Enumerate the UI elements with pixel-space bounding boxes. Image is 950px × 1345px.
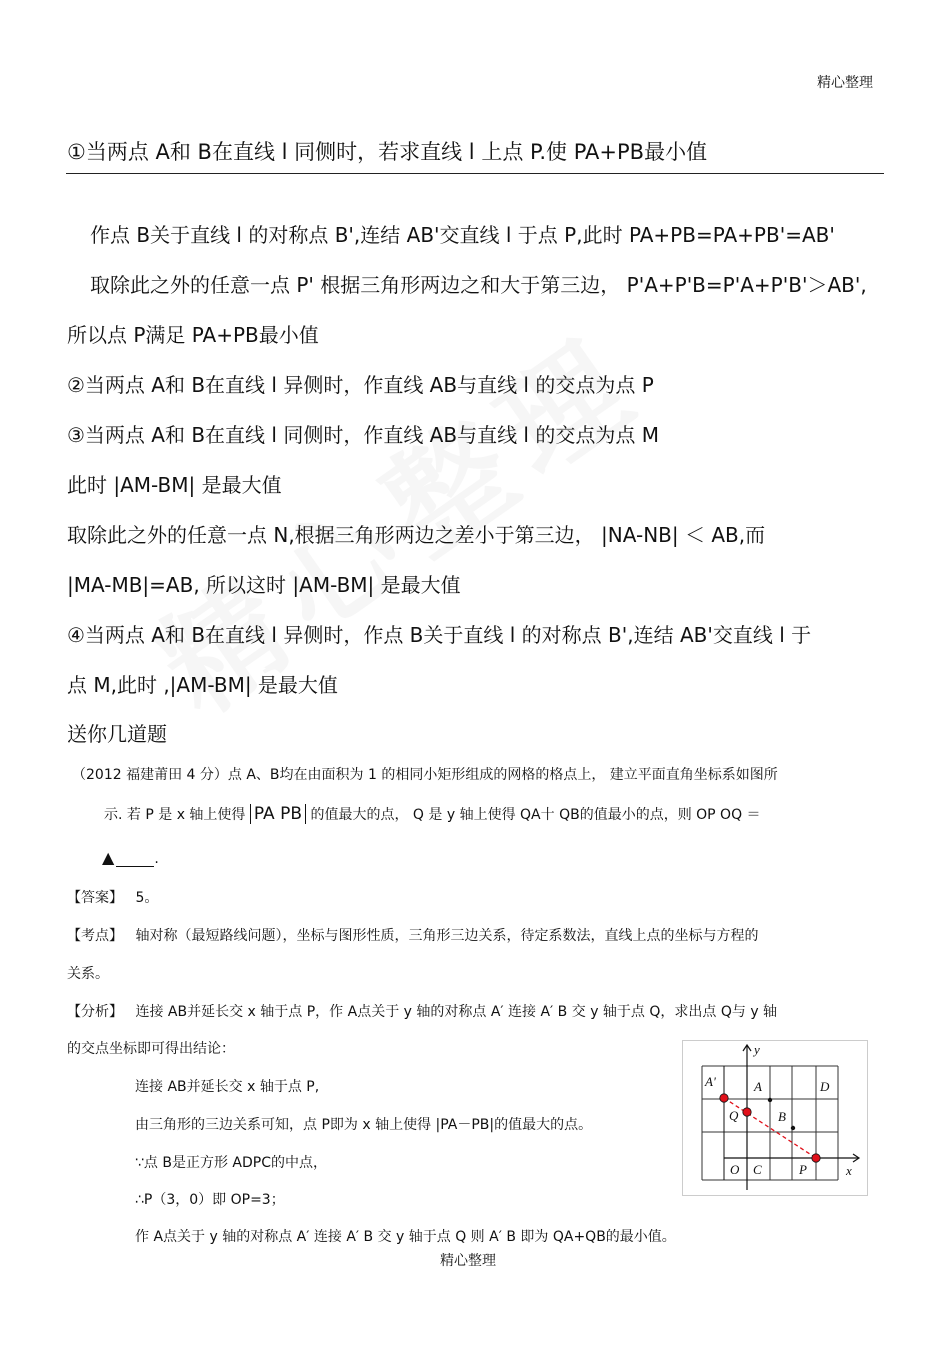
label-y: y (754, 1042, 760, 1057)
answer-blank (102, 848, 159, 867)
page-header: 精心整理 (817, 75, 873, 91)
case1-paragraph-3: 所以点 P满足 PA+PB最小值 (67, 323, 319, 347)
kaodian-text: 轴对称（最短路线问题），坐标与图形性质，三角形三边关系，待定系数法，直线上点的坐标与方程的 (135, 928, 759, 944)
case1-title: ①当两点 A和 B在直线 l 同侧时，若求直线 l 上点 P.使 PA+PB最小值 (67, 140, 708, 164)
label-b: B (778, 1109, 786, 1124)
analysis-label: 【分析】 (67, 1004, 123, 1020)
kaodian-text-2: 关系。 (67, 966, 109, 982)
blank-end: . (154, 851, 159, 867)
point-a (768, 1098, 772, 1102)
answer-label: 【答案】 (67, 890, 123, 906)
label-q: Q (729, 1108, 739, 1123)
divider-line (66, 173, 884, 174)
analysis-row (67, 1001, 777, 1021)
analysis-step: 由三角形的三边关系可知，点 P即为 x 轴上使得 |PA－PB|的值最大的点。 (135, 1117, 593, 1133)
case3-paragraph-3: |MA-MB|=AB, 所以这时 |AM-BM| 是最大值 (67, 573, 461, 597)
label-p: P (799, 1162, 807, 1177)
analysis-step: ∴P（3，0）即 OP=3； (135, 1192, 285, 1208)
case1-paragraph-2: 取除此之外的任意一点 P' 根据三角形两边之和大于第三边， P'A+P'B=P'A+P'B'＞AB', (90, 273, 867, 297)
problem-line-2 (104, 804, 761, 824)
label-c: C (753, 1162, 762, 1177)
case4-text-b: 点 M,此时 ,|AM-BM| 是最大值 (67, 673, 338, 697)
point-p (812, 1154, 820, 1162)
figure-frame (683, 1041, 868, 1196)
label-a-prime: A' (705, 1074, 716, 1089)
label-a: A (754, 1079, 762, 1094)
point-b (791, 1126, 795, 1130)
kaodian-label: 【考点】 (67, 928, 123, 944)
point-a-prime (720, 1094, 728, 1102)
analysis-text: 连接 AB并延长交 x 轴于点 P，作 A点关于 y 轴的对称点 A′ 连接 A′ B 交 y 轴于点 Q，求出点 Q与 y 轴 (135, 1004, 778, 1020)
section-heading: 送你几道题 (67, 722, 167, 746)
kaodian-row (67, 925, 758, 945)
coordinate-grid-figure (682, 1040, 868, 1196)
problem-line-1: （2012 福建莆田 4 分）点 A、B均在由面积为 1 的相同小矩形组成的网格的格点上， 建立平面直角坐标系如图所 (72, 767, 778, 783)
page-footer: 精心整理 (440, 1253, 496, 1269)
point-q (743, 1108, 751, 1116)
analysis-step: ∵点 B是正方形 ADPC的中点， (135, 1155, 327, 1171)
label-d: D (820, 1079, 830, 1094)
abs-expression: PA PB (250, 804, 306, 824)
answer-value: 5。 (135, 890, 159, 906)
analysis-step: 作 A点关于 y 轴的对称点 A′ 连接 A′ B 交 y 轴于点 Q 则 A′ B 即为 QA+QB的最小值。 (135, 1229, 676, 1245)
label-o: O (730, 1162, 740, 1177)
case3-paragraph-2: 取除此之外的任意一点 N,根据三角形两边之差小于第三边， |NA-NB| ＜ AB,而 (67, 523, 766, 547)
case4-text-a: ④当两点 A和 B在直线 l 异侧时，作点 B关于直线 l 的对称点 B',连结 AB'交直线 l 于 (67, 623, 812, 647)
blank-line (116, 848, 154, 867)
triangle-icon: ▲ (102, 848, 115, 867)
problem-line-2-a: 示. 若 P 是 x 轴上使得 (104, 807, 246, 823)
problem-line-2-b: 的值最大的点， Q 是 y 轴上使得 QA十 QB的值最小的点，则 OP OQ ＝ (310, 807, 761, 823)
case3-paragraph-1: 此时 |AM-BM| 是最大值 (67, 473, 282, 497)
case2-text: ②当两点 A和 B在直线 l 异侧时，作直线 AB与直线 l 的交点为点 P (67, 373, 654, 397)
answer-row (67, 887, 158, 907)
case1-paragraph-1: 作点 B关于直线 l 的对称点 B',连结 AB'交直线 l 于点 P,此时 PA+PB=PA+PB'=AB' (90, 223, 835, 247)
label-x: x (846, 1163, 852, 1178)
analysis-text-2: 的交点坐标即可得出结论： (67, 1041, 235, 1057)
analysis-step: 连接 AB并延长交 x 轴于点 P, (135, 1079, 320, 1095)
case3-text: ③当两点 A和 B在直线 l 同侧时，作直线 AB与直线 l 的交点为点 M (67, 423, 659, 447)
